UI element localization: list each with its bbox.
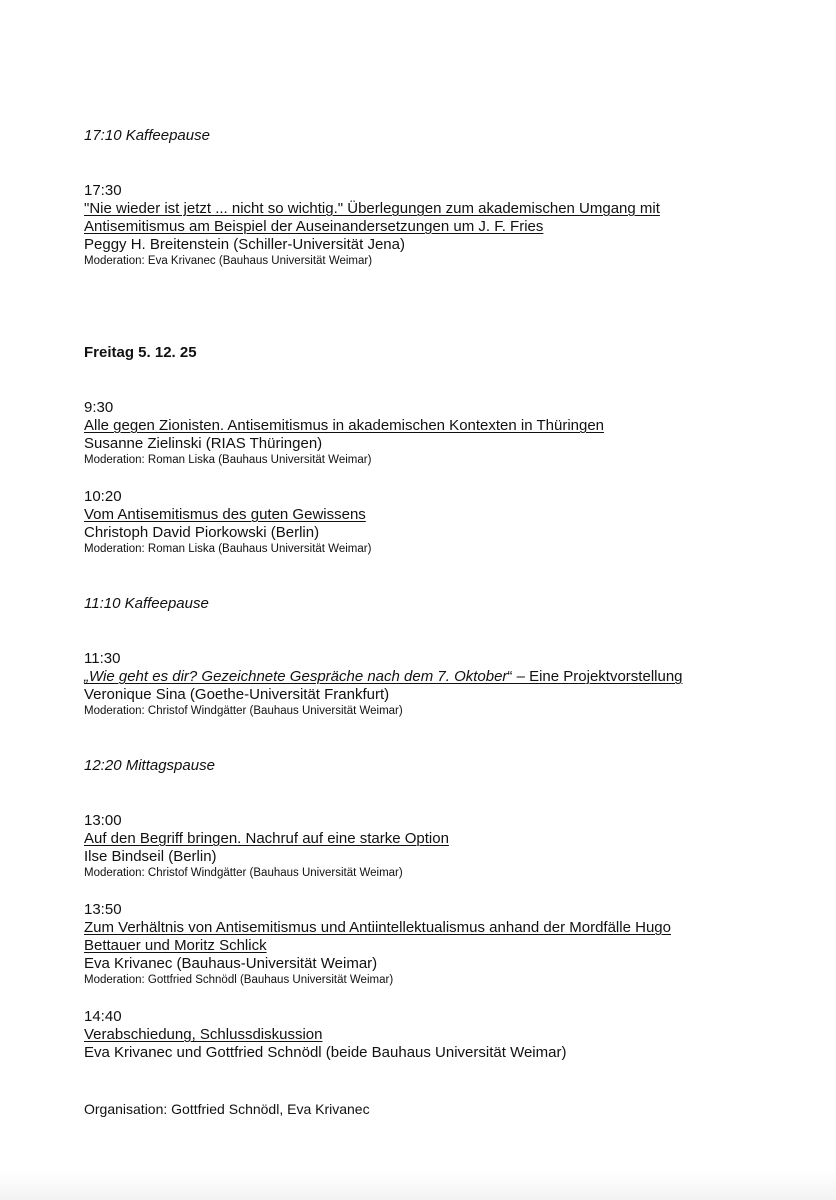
- program-item-1440: [84, 1008, 566, 1062]
- item-title-line-2: Antisemitismus am Beispiel der Auseinandersetzungen um J. F. Fries: [84, 218, 544, 235]
- item-time: 17:30: [84, 182, 122, 199]
- item-time: 13:00: [84, 812, 122, 829]
- item-moderation: Moderation: Christof Windgätter (Bauhaus Universität Weimar): [84, 705, 403, 717]
- item-speaker: Peggy H. Breitenstein (Schiller-Universität Jena): [84, 236, 405, 253]
- item-title: Auf den Begriff bringen. Nachruf auf eine starke Option: [84, 830, 449, 847]
- item-title-line-1: Zum Verhältnis von Antisemitismus und Antiintellektualismus anhand der Mordfälle Hugo: [84, 919, 671, 936]
- item-title: Vom Antisemitismus des guten Gewissens: [84, 506, 366, 523]
- item-title: [84, 668, 683, 686]
- item-title-italic: „Wie geht es dir? Gezeichnete Gespräche nach dem 7. Oktober: [84, 668, 508, 685]
- program-item-1020: [84, 488, 371, 557]
- item-title: Alle gegen Zionisten. Antisemitismus in akademischen Kontexten in Thüringen: [84, 417, 605, 434]
- item-speaker: Eva Krivanec und Gottfried Schnödl (beide Bauhaus Universität Weimar): [84, 1044, 567, 1061]
- item-speaker: Susanne Zielinski (RIAS Thüringen): [84, 435, 323, 452]
- item-time: 13:50: [84, 901, 122, 918]
- item-speaker: Ilse Bindseil (Berlin): [84, 848, 217, 865]
- coffee-break-1110: 11:10 Kaffeepause: [84, 595, 209, 612]
- item-speaker: Christoph David Piorkowski (Berlin): [84, 524, 320, 541]
- organisation-note: Organisation: Gottfried Schnödl, Eva Krivanec: [84, 1101, 370, 1117]
- day-heading: Freitag 5. 12. 25: [84, 344, 197, 361]
- program-item-1350: [84, 901, 671, 988]
- item-time: 9:30: [84, 399, 114, 416]
- item-title: Verabschiedung, Schlussdiskussion: [84, 1026, 323, 1043]
- program-item-1130: [84, 650, 683, 719]
- item-moderation: Moderation: Roman Liska (Bauhaus Universität Weimar): [84, 543, 372, 555]
- program-item-1730: [84, 182, 660, 269]
- item-title-line-2: Bettauer und Moritz Schlick: [84, 937, 267, 954]
- item-time: 14:40: [84, 1008, 122, 1025]
- item-speaker: Veronique Sina (Goethe-Universität Frankfurt): [84, 686, 390, 703]
- item-moderation: Moderation: Christof Windgätter (Bauhaus Universität Weimar): [84, 867, 403, 879]
- item-moderation: Moderation: Roman Liska (Bauhaus Universität Weimar): [84, 454, 372, 466]
- lunch-break-1220: 12:20 Mittagspause: [84, 757, 215, 774]
- item-time: 11:30: [84, 650, 121, 667]
- item-moderation: Moderation: Eva Krivanec (Bauhaus Universität Weimar): [84, 255, 373, 267]
- item-moderation: Moderation: Gottfried Schnödl (Bauhaus Universität Weimar): [84, 974, 394, 986]
- item-title-line-1: "Nie wieder ist jetzt ... nicht so wichtig." Überlegungen zum akademischen Umgang mit: [84, 200, 660, 217]
- program-item-1300: [84, 812, 449, 881]
- item-title-rest: “ – Eine Projektvorstellung: [507, 668, 683, 685]
- program-item-0930: [84, 399, 604, 468]
- page-bottom-edge: [0, 1170, 836, 1200]
- item-speaker: Eva Krivanec (Bauhaus-Universität Weimar): [84, 955, 378, 972]
- item-time: 10:20: [84, 488, 122, 505]
- coffee-break-1710: 17:10 Kaffeepause: [84, 127, 210, 144]
